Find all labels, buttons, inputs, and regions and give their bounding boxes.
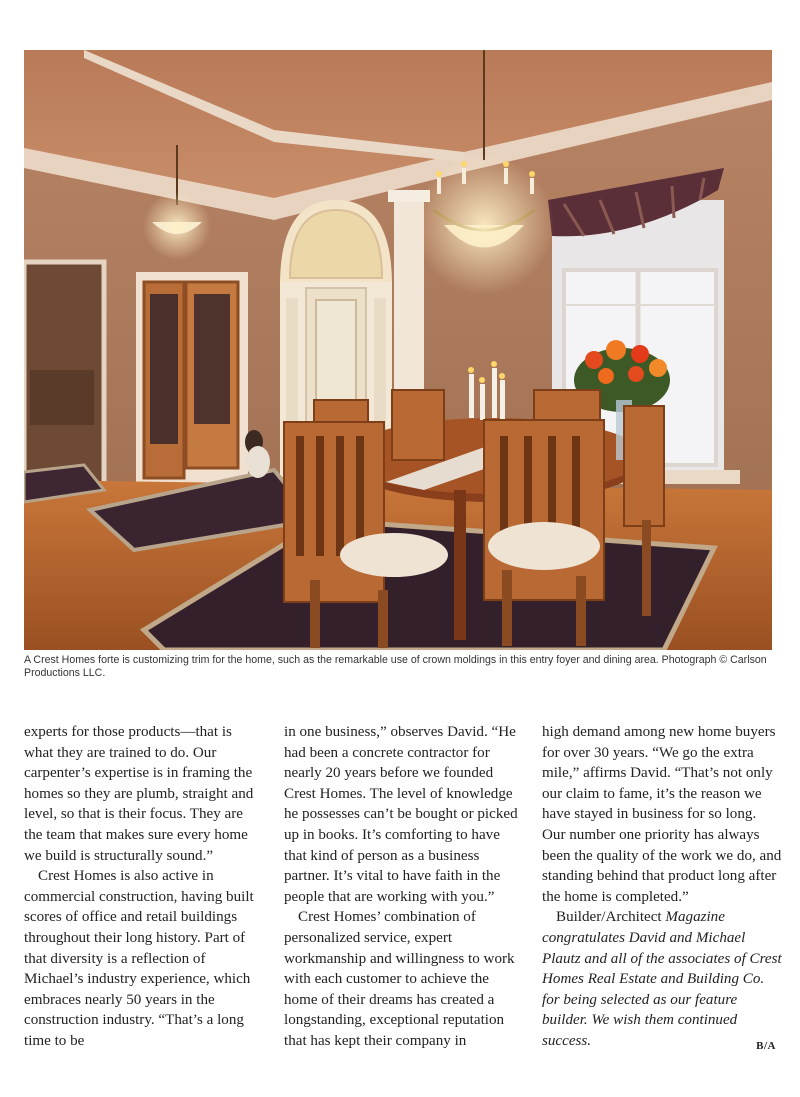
congratulations-text: Magazine congratulates David and Michael Plautz and all of the associates of Crest Homes Real Estate and Building Co. for being selected as our feature builder. We wish them continued success. bbox=[542, 909, 782, 1049]
photo-caption: A Crest Homes forte is customizing trim for the home, such as the remarkable use of crown moldings in this entry foyer and dining area. Photograph © Carlson Productions LLC. bbox=[24, 654, 767, 679]
article-column-2 bbox=[284, 722, 524, 1052]
page-folio: B/A bbox=[756, 1040, 776, 1052]
dining-room-illustration bbox=[24, 50, 772, 650]
paragraph: Crest Homes’ combination of personalized service, expert workmanship and willingness to work with each customer to achieve the home of their dreams has created a longstanding, exceptional reputation that has kept their company in bbox=[284, 909, 515, 1049]
dining-room-photo bbox=[24, 50, 772, 650]
article-column-3 bbox=[542, 722, 782, 1052]
article-column-1 bbox=[24, 722, 264, 1052]
magazine-name-lead: Builder/Architect bbox=[556, 909, 662, 926]
paragraph: high demand among new home buyers for over 30 years. “We go the extra mile,” affirms David. “That’s not only our claim to fame, it’s the reason we have stayed in business for so long. Our number one priority has always been the quality of the work we do, and standing behind that product long after the home is completed.” bbox=[542, 724, 782, 905]
closing-paragraph bbox=[542, 907, 782, 1051]
paragraph: Crest Homes is also active in commercial construction, having built scores of office and retail buildings throughout their long history. Part of that diversity is a reflection of Michael’s industry experience, which embraces nearly 50 years in the construction industry. “That’s a long time to be bbox=[24, 868, 254, 1049]
paragraph: in one business,” observes David. “He had been a concrete contractor for nearly 20 years before we founded Crest Homes. The level of knowledge he possesses can’t be bought or picked up in books. It’s comforting to have that kind of person as a business partner. It’s vital to have faith in the people that are working with you.” bbox=[284, 724, 518, 905]
paragraph: experts for those products—that is what they are trained to do. Our carpenter’s expertise is in framing the homes so they are plumb, straight and level, so that is their focus. They are the team that makes sure every home we build is structurally sound.” bbox=[24, 724, 254, 864]
